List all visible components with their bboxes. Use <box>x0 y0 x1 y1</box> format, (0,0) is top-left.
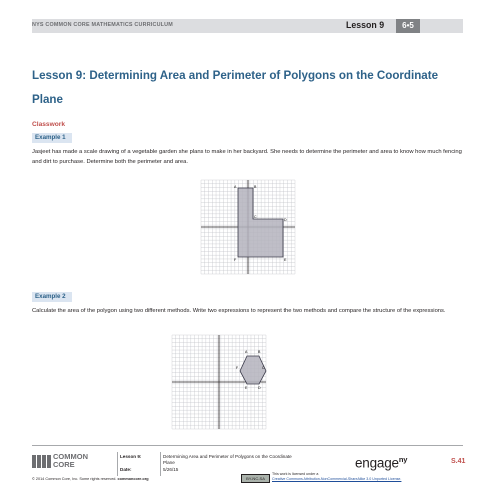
point-label-b: B <box>254 185 257 189</box>
point-label-e: E <box>245 386 248 390</box>
example-2-graph <box>170 333 268 431</box>
footer-date: 5/26/15 <box>163 467 179 472</box>
point-label-a: A <box>234 185 237 189</box>
example-2-text: Calculate the area of the polygon using two different methods. Write two expressions to represent the two methods and compare the structure of the expressions. <box>32 308 446 314</box>
license-link[interactable]: Creative Commons Attribution-NonCommercial-ShareAlike 3.0 Unported License. <box>272 477 402 481</box>
example-2-label: Example 2 <box>32 292 72 302</box>
grade-badge: 6•5 <box>396 19 420 33</box>
header-lesson: Lesson 9 <box>346 20 385 30</box>
page-title: Lesson 9: Determining Area and Perimeter of Polygons on the Coordinate Plane <box>32 69 439 106</box>
point-label-e: E <box>284 258 287 262</box>
point-label-c: C <box>262 366 265 370</box>
point-label-d: D <box>284 218 287 222</box>
engageny-logo: engage$^{ny}$ <box>355 455 408 471</box>
logo-wordmark: COMMON CORE <box>53 452 88 469</box>
page-number: S.41 <box>451 458 466 465</box>
footer-divider <box>160 452 161 476</box>
classwork-heading: Classwork <box>32 121 65 128</box>
point-label-f: F <box>236 366 239 370</box>
footer-divider <box>117 452 118 476</box>
point-label-c: C <box>254 215 257 219</box>
curriculum-label: NYS COMMON CORE MATHEMATICS CURRICULUM <box>32 22 173 28</box>
example-1-label: Example 1 <box>32 133 72 143</box>
point-label-d: D <box>258 386 261 390</box>
footer-lesson-label: Lesson 9: <box>120 454 142 459</box>
example-1-graph <box>199 178 297 276</box>
point-label-a: A <box>245 350 248 354</box>
footer-lesson-title: Determining Area and Perimeter of Polygons on the Coordinate Plane <box>163 454 292 465</box>
footer-date-label: Date: <box>120 467 132 472</box>
cc-license-badge: BY-NC-SA <box>241 474 270 483</box>
point-label-f: F <box>234 258 237 262</box>
point-label-b: B <box>258 350 261 354</box>
license-text: This work is licensed under a Creative Commons Attribution-NonCommercial-ShareAlike 3.0 Unported License. <box>272 472 402 481</box>
footer-rule <box>32 445 463 446</box>
example-1-text: Jasjeet has made a scale drawing of a vegetable garden she plans to make in her backyard. She needs to determine the perimeter and area to know how much fencing and dirt to purchase. Determine both the perimeter and area. <box>32 149 462 165</box>
footer-copyright: © 2014 Common Core, Inc. Some rights reserved. commoncore.org <box>32 477 149 481</box>
